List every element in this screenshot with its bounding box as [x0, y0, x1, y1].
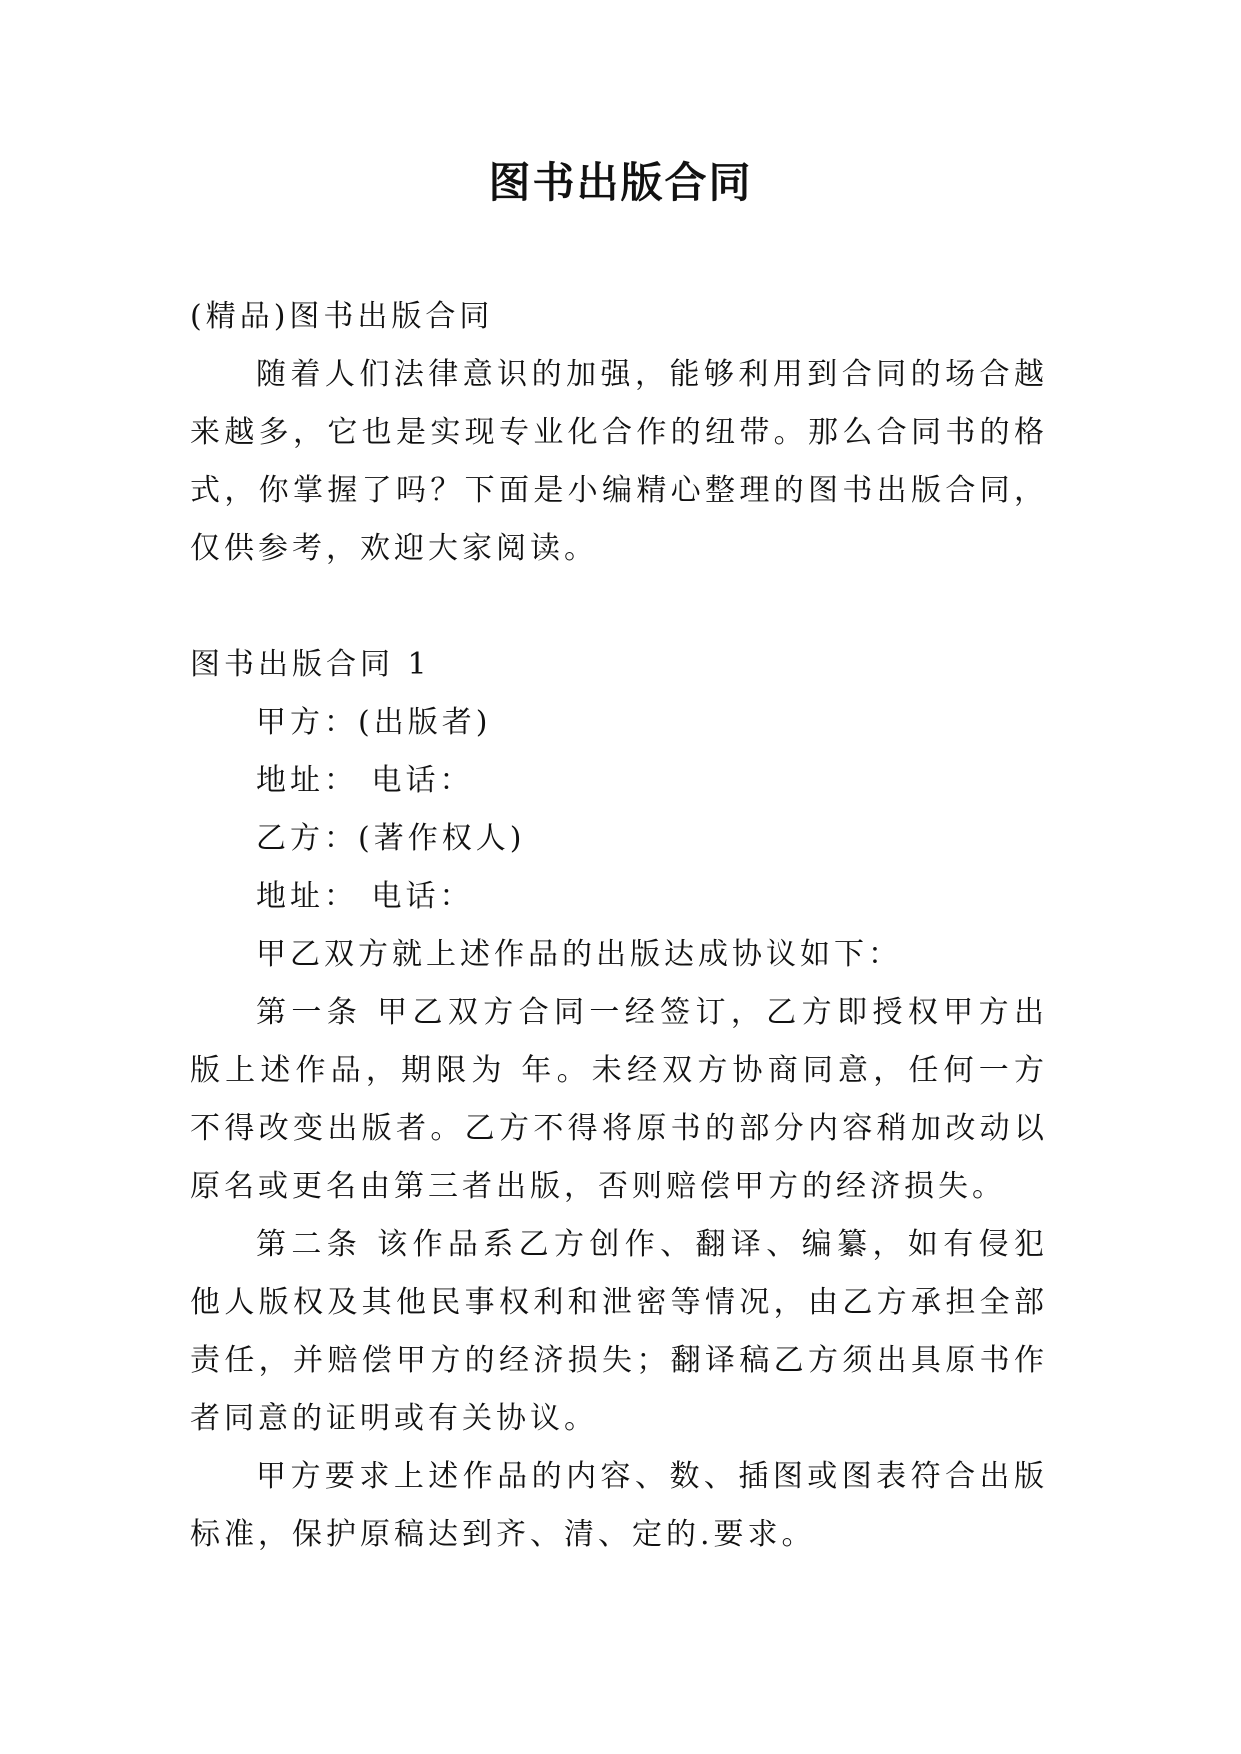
agreement-intro-line: 甲乙双方就上述作品的出版达成协议如下：	[256, 937, 902, 972]
party-a-contact-line: 地址： 电话：	[256, 763, 474, 798]
document-subtitle: (精品)图书出版合同	[190, 299, 494, 334]
party-b-contact-line: 地址： 电话：	[256, 879, 474, 914]
section-heading: 图书出版合同 1	[190, 647, 431, 682]
document-title: 图书出版合同	[488, 158, 753, 207]
requirement-paragraph: 甲方要求上述作品的内容、数、插图或图表符合出版标准，保护原稿达到齐、清、定的.要求。	[190, 1459, 1048, 1552]
party-b-line: 乙方：(著作权人)	[256, 821, 526, 856]
article-2-paragraph: 第二条 该作品系乙方创作、翻译、编纂，如有侵犯他人版权及其他民事权利和泄密等情况，由乙方承担全部责任，并赔偿甲方的经济损失；翻译稿乙方须出具原书作者同意的证明或有关协议。	[190, 1227, 1048, 1436]
paragraph-spacer	[190, 578, 1048, 636]
document-body	[190, 288, 1048, 1564]
article-1-paragraph: 第一条 甲乙双方合同一经签订，乙方即授权甲方出版上述作品，期限为 年。未经双方协商同意，任何一方不得改变出版者。乙方不得将原书的部分内容稍加改动以原名或更名由第三者出版，否则赔偿甲方的经济损失。	[190, 995, 1048, 1204]
party-a-line: 甲方：(出版者)	[256, 705, 492, 740]
intro-paragraph: 随着人们法律意识的加强，能够利用到合同的场合越来越多，它也是实现专业化合作的纽带。那么合同书的格式，你掌握了吗？下面是小编精心整理的图书出版合同，仅供参考，欢迎大家阅读。	[190, 357, 1048, 566]
